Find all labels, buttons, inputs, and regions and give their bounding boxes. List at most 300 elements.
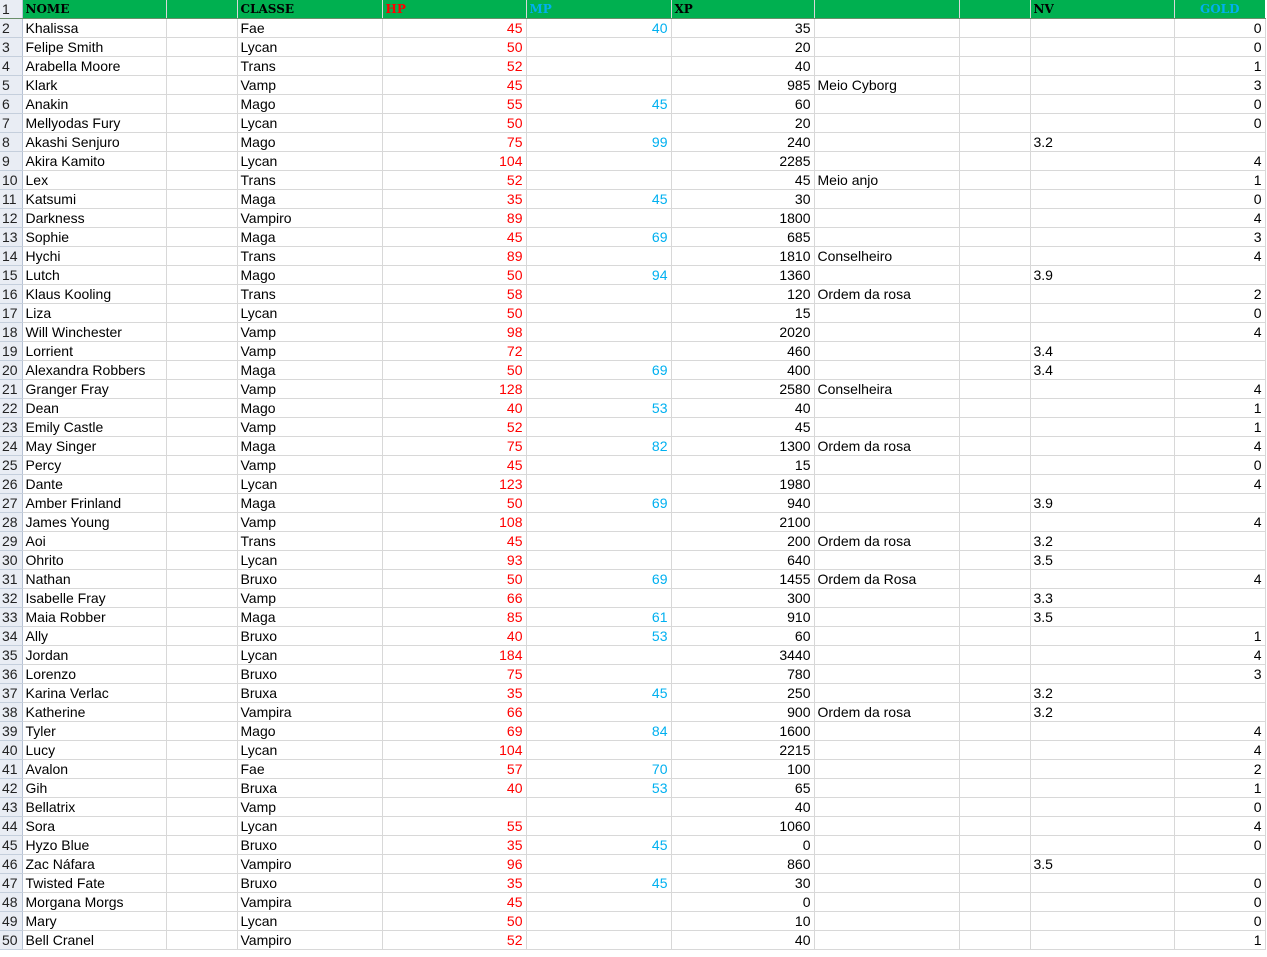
cell-classe[interactable]: Bruxa — [237, 779, 382, 798]
cell-hp[interactable]: 50 — [382, 570, 526, 589]
cell-nome[interactable]: Isabelle Fray — [22, 589, 166, 608]
cell-nv-left[interactable] — [1030, 627, 1174, 646]
cell-extra[interactable] — [814, 589, 959, 608]
row-number[interactable]: 28 — [0, 513, 22, 532]
cell-hp[interactable]: 50 — [382, 361, 526, 380]
cell-mp[interactable] — [526, 152, 671, 171]
cell-empty[interactable] — [166, 57, 237, 76]
cell-nome[interactable]: Klark — [22, 76, 166, 95]
cell-nv-left[interactable]: 3.3 — [1030, 589, 1174, 608]
row-number[interactable]: 36 — [0, 665, 22, 684]
cell-empty[interactable] — [959, 475, 1030, 494]
cell-empty[interactable] — [166, 437, 237, 456]
cell-hp[interactable]: 50 — [382, 304, 526, 323]
cell-classe[interactable]: Maga — [237, 437, 382, 456]
cell-nome[interactable]: Maia Robber — [22, 608, 166, 627]
cell-hp[interactable]: 58 — [382, 285, 526, 304]
cell-mp[interactable] — [526, 741, 671, 760]
cell-extra[interactable] — [814, 931, 959, 950]
cell-classe[interactable]: Bruxo — [237, 570, 382, 589]
cell-xp[interactable]: 40 — [671, 57, 814, 76]
row-number[interactable]: 50 — [0, 931, 22, 950]
cell-nome[interactable]: Alexandra Robbers — [22, 361, 166, 380]
cell-mp[interactable] — [526, 589, 671, 608]
row-number[interactable]: 21 — [0, 380, 22, 399]
cell-empty[interactable] — [959, 342, 1030, 361]
row-number[interactable]: 7 — [0, 114, 22, 133]
cell-classe[interactable]: Lycan — [237, 741, 382, 760]
cell-xp[interactable]: 1060 — [671, 817, 814, 836]
row-number[interactable]: 9 — [0, 152, 22, 171]
cell-nv-right[interactable]: 1 — [1174, 779, 1265, 798]
row-number[interactable]: 47 — [0, 874, 22, 893]
cell-xp[interactable]: 300 — [671, 589, 814, 608]
cell-empty[interactable] — [959, 209, 1030, 228]
cell-empty[interactable] — [166, 342, 237, 361]
cell-nome[interactable]: Arabella Moore — [22, 57, 166, 76]
cell-extra[interactable]: Ordem da rosa — [814, 532, 959, 551]
cell-nv-left[interactable] — [1030, 57, 1174, 76]
cell-hp[interactable]: 52 — [382, 418, 526, 437]
cell-empty[interactable] — [959, 684, 1030, 703]
cell-nv-right[interactable]: 0 — [1174, 912, 1265, 931]
cell-empty[interactable] — [959, 798, 1030, 817]
row-number[interactable]: 46 — [0, 855, 22, 874]
cell-classe[interactable]: Trans — [237, 57, 382, 76]
cell-nv-left[interactable] — [1030, 646, 1174, 665]
cell-empty[interactable] — [166, 874, 237, 893]
cell-mp[interactable]: 84 — [526, 722, 671, 741]
cell-nv-left[interactable] — [1030, 931, 1174, 950]
cell-empty[interactable] — [166, 361, 237, 380]
cell-mp[interactable] — [526, 247, 671, 266]
cell-empty[interactable] — [166, 76, 237, 95]
cell-hp[interactable]: 75 — [382, 665, 526, 684]
cell-nv-right[interactable]: 1 — [1174, 418, 1265, 437]
cell-empty[interactable] — [959, 418, 1030, 437]
cell-classe[interactable]: Vamp — [237, 323, 382, 342]
cell-nome[interactable]: Felipe Smith — [22, 38, 166, 57]
cell-nome[interactable]: Zac Náfara — [22, 855, 166, 874]
cell-nv-right[interactable]: 0 — [1174, 893, 1265, 912]
cell-mp[interactable] — [526, 380, 671, 399]
cell-classe[interactable]: Vamp — [237, 380, 382, 399]
cell-nv-left[interactable] — [1030, 171, 1174, 190]
cell-extra[interactable]: Meio anjo — [814, 171, 959, 190]
cell-nome[interactable]: Khalissa — [22, 19, 166, 38]
cell-mp[interactable] — [526, 513, 671, 532]
cell-xp[interactable]: 120 — [671, 285, 814, 304]
cell-nv-left[interactable] — [1030, 912, 1174, 931]
cell-hp[interactable]: 50 — [382, 114, 526, 133]
cell-nv-right[interactable] — [1174, 133, 1265, 152]
cell-mp[interactable]: 45 — [526, 190, 671, 209]
cell-xp[interactable]: 40 — [671, 399, 814, 418]
cell-nv-right[interactable]: 4 — [1174, 152, 1265, 171]
cell-hp[interactable]: 96 — [382, 855, 526, 874]
cell-classe[interactable]: Lycan — [237, 38, 382, 57]
cell-classe[interactable]: Fae — [237, 19, 382, 38]
cell-empty[interactable] — [166, 285, 237, 304]
cell-classe[interactable]: Vamp — [237, 418, 382, 437]
cell-empty[interactable] — [959, 437, 1030, 456]
row-number[interactable]: 44 — [0, 817, 22, 836]
cell-mp[interactable] — [526, 171, 671, 190]
row-number[interactable]: 29 — [0, 532, 22, 551]
cell-extra[interactable] — [814, 152, 959, 171]
cell-extra[interactable] — [814, 608, 959, 627]
cell-hp[interactable]: 72 — [382, 342, 526, 361]
cell-nv-left[interactable] — [1030, 513, 1174, 532]
cell-classe[interactable]: Trans — [237, 171, 382, 190]
cell-xp[interactable]: 0 — [671, 836, 814, 855]
cell-empty[interactable] — [166, 456, 237, 475]
cell-nv-right[interactable]: 4 — [1174, 513, 1265, 532]
cell-empty[interactable] — [166, 570, 237, 589]
cell-classe[interactable]: Lycan — [237, 817, 382, 836]
cell-mp[interactable]: 61 — [526, 608, 671, 627]
row-number[interactable]: 13 — [0, 228, 22, 247]
cell-hp[interactable]: 184 — [382, 646, 526, 665]
cell-hp[interactable]: 104 — [382, 741, 526, 760]
cell-nv-right[interactable]: 2 — [1174, 285, 1265, 304]
cell-extra[interactable] — [814, 551, 959, 570]
cell-empty[interactable] — [166, 266, 237, 285]
cell-empty[interactable] — [959, 456, 1030, 475]
cell-nome[interactable]: James Young — [22, 513, 166, 532]
cell-xp[interactable]: 1300 — [671, 437, 814, 456]
cell-hp[interactable]: 40 — [382, 399, 526, 418]
cell-xp[interactable]: 2100 — [671, 513, 814, 532]
cell-extra[interactable] — [814, 627, 959, 646]
cell-empty[interactable] — [166, 722, 237, 741]
cell-empty[interactable] — [166, 190, 237, 209]
cell-classe[interactable]: Vampiro — [237, 209, 382, 228]
cell-classe[interactable]: Vamp — [237, 342, 382, 361]
cell-nome[interactable]: May Singer — [22, 437, 166, 456]
cell-nv-left[interactable] — [1030, 247, 1174, 266]
cell-xp[interactable]: 1980 — [671, 475, 814, 494]
cell-empty[interactable] — [959, 608, 1030, 627]
cell-xp[interactable]: 40 — [671, 931, 814, 950]
cell-hp[interactable]: 40 — [382, 627, 526, 646]
row-number[interactable]: 17 — [0, 304, 22, 323]
cell-xp[interactable]: 30 — [671, 874, 814, 893]
cell-nv-left[interactable] — [1030, 437, 1174, 456]
cell-mp[interactable]: 99 — [526, 133, 671, 152]
cell-hp[interactable]: 69 — [382, 722, 526, 741]
cell-empty[interactable] — [166, 741, 237, 760]
cell-empty[interactable] — [959, 133, 1030, 152]
row-number[interactable]: 5 — [0, 76, 22, 95]
cell-nv-left[interactable] — [1030, 304, 1174, 323]
cell-nv-left[interactable]: 3.5 — [1030, 551, 1174, 570]
cell-nv-right[interactable]: 4 — [1174, 247, 1265, 266]
row-number[interactable]: 23 — [0, 418, 22, 437]
cell-extra[interactable] — [814, 855, 959, 874]
cell-hp[interactable]: 45 — [382, 228, 526, 247]
cell-mp[interactable]: 69 — [526, 361, 671, 380]
cell-nv-left[interactable] — [1030, 722, 1174, 741]
cell-nv-right[interactable] — [1174, 266, 1265, 285]
cell-nv-right[interactable]: 4 — [1174, 646, 1265, 665]
cell-extra[interactable] — [814, 684, 959, 703]
cell-nv-left[interactable] — [1030, 95, 1174, 114]
cell-xp[interactable]: 40 — [671, 798, 814, 817]
cell-nv-right[interactable]: 0 — [1174, 19, 1265, 38]
row-number[interactable]: 45 — [0, 836, 22, 855]
cell-hp[interactable]: 45 — [382, 19, 526, 38]
cell-nv-right[interactable]: 2 — [1174, 760, 1265, 779]
cell-extra[interactable]: Ordem da rosa — [814, 703, 959, 722]
row-number[interactable]: 26 — [0, 475, 22, 494]
cell-classe[interactable]: Mago — [237, 133, 382, 152]
cell-hp[interactable]: 123 — [382, 475, 526, 494]
cell-classe[interactable]: Mago — [237, 722, 382, 741]
row-number[interactable]: 19 — [0, 342, 22, 361]
cell-nv-left[interactable] — [1030, 779, 1174, 798]
cell-hp[interactable]: 98 — [382, 323, 526, 342]
cell-empty[interactable] — [166, 779, 237, 798]
cell-empty[interactable] — [166, 931, 237, 950]
cell-nome[interactable]: Hychi — [22, 247, 166, 266]
row-number[interactable]: 8 — [0, 133, 22, 152]
cell-empty[interactable] — [166, 95, 237, 114]
cell-hp[interactable] — [382, 798, 526, 817]
cell-xp[interactable]: 2285 — [671, 152, 814, 171]
cell-empty[interactable] — [166, 646, 237, 665]
cell-hp[interactable]: 50 — [382, 912, 526, 931]
cell-empty[interactable] — [166, 684, 237, 703]
cell-nv-right[interactable]: 1 — [1174, 171, 1265, 190]
row-number[interactable]: 4 — [0, 57, 22, 76]
cell-empty[interactable] — [166, 760, 237, 779]
cell-empty[interactable] — [959, 513, 1030, 532]
cell-mp[interactable]: 69 — [526, 228, 671, 247]
cell-extra[interactable] — [814, 475, 959, 494]
cell-xp[interactable]: 0 — [671, 893, 814, 912]
row-number[interactable]: 10 — [0, 171, 22, 190]
cell-extra[interactable] — [814, 228, 959, 247]
cell-classe[interactable]: Vampira — [237, 703, 382, 722]
cell-nv-left[interactable] — [1030, 19, 1174, 38]
row-number[interactable]: 37 — [0, 684, 22, 703]
cell-xp[interactable]: 60 — [671, 627, 814, 646]
cell-hp[interactable]: 89 — [382, 247, 526, 266]
cell-nv-right[interactable] — [1174, 551, 1265, 570]
cell-mp[interactable]: 40 — [526, 19, 671, 38]
row-number[interactable]: 14 — [0, 247, 22, 266]
cell-empty[interactable] — [959, 57, 1030, 76]
cell-extra[interactable]: Ordem da Rosa — [814, 570, 959, 589]
header-classe[interactable]: CLASSE — [237, 0, 382, 19]
cell-mp[interactable]: 45 — [526, 836, 671, 855]
cell-hp[interactable]: 85 — [382, 608, 526, 627]
cell-nv-right[interactable] — [1174, 703, 1265, 722]
cell-nome[interactable]: Katsumi — [22, 190, 166, 209]
cell-nv-right[interactable] — [1174, 589, 1265, 608]
cell-empty[interactable] — [166, 133, 237, 152]
cell-extra[interactable]: Conselheira — [814, 380, 959, 399]
cell-nv-right[interactable]: 4 — [1174, 323, 1265, 342]
cell-hp[interactable]: 50 — [382, 266, 526, 285]
cell-mp[interactable]: 94 — [526, 266, 671, 285]
row-number[interactable]: 3 — [0, 38, 22, 57]
cell-classe[interactable]: Maga — [237, 361, 382, 380]
cell-extra[interactable] — [814, 722, 959, 741]
cell-classe[interactable]: Vamp — [237, 76, 382, 95]
cell-extra[interactable]: Meio Cyborg — [814, 76, 959, 95]
cell-hp[interactable]: 52 — [382, 57, 526, 76]
cell-hp[interactable]: 108 — [382, 513, 526, 532]
cell-classe[interactable]: Vampiro — [237, 931, 382, 950]
cell-empty[interactable] — [959, 646, 1030, 665]
cell-empty[interactable] — [959, 38, 1030, 57]
cell-hp[interactable]: 89 — [382, 209, 526, 228]
cell-nv-right[interactable] — [1174, 608, 1265, 627]
cell-nv-right[interactable]: 4 — [1174, 570, 1265, 589]
cell-extra[interactable] — [814, 494, 959, 513]
cell-empty[interactable] — [959, 304, 1030, 323]
cell-nv-left[interactable]: 3.9 — [1030, 494, 1174, 513]
cell-mp[interactable]: 82 — [526, 437, 671, 456]
cell-empty[interactable] — [166, 114, 237, 133]
cell-empty[interactable] — [166, 836, 237, 855]
row-number[interactable]: 38 — [0, 703, 22, 722]
cell-empty[interactable] — [166, 38, 237, 57]
cell-nome[interactable]: Mary — [22, 912, 166, 931]
cell-nome[interactable]: Nathan — [22, 570, 166, 589]
row-number[interactable]: 31 — [0, 570, 22, 589]
cell-empty[interactable] — [166, 798, 237, 817]
cell-empty[interactable] — [166, 399, 237, 418]
cell-empty[interactable] — [166, 494, 237, 513]
cell-empty[interactable] — [959, 247, 1030, 266]
cell-hp[interactable]: 35 — [382, 190, 526, 209]
cell-nv-right[interactable] — [1174, 855, 1265, 874]
cell-classe[interactable]: Lycan — [237, 475, 382, 494]
cell-nome[interactable]: Lucy — [22, 741, 166, 760]
cell-extra[interactable] — [814, 323, 959, 342]
row-number[interactable]: 25 — [0, 456, 22, 475]
cell-nv-right[interactable]: 1 — [1174, 627, 1265, 646]
cell-nv-right[interactable]: 4 — [1174, 437, 1265, 456]
row-number[interactable]: 20 — [0, 361, 22, 380]
cell-empty[interactable] — [166, 893, 237, 912]
cell-nome[interactable]: Percy — [22, 456, 166, 475]
cell-xp[interactable]: 2020 — [671, 323, 814, 342]
cell-mp[interactable] — [526, 418, 671, 437]
cell-nv-left[interactable] — [1030, 114, 1174, 133]
cell-xp[interactable]: 400 — [671, 361, 814, 380]
cell-classe[interactable]: Mago — [237, 266, 382, 285]
cell-empty[interactable] — [166, 171, 237, 190]
cell-empty[interactable] — [166, 380, 237, 399]
row-number[interactable]: 2 — [0, 19, 22, 38]
cell-xp[interactable]: 250 — [671, 684, 814, 703]
cell-empty[interactable] — [959, 836, 1030, 855]
cell-nv-left[interactable]: 3.9 — [1030, 266, 1174, 285]
cell-empty[interactable] — [959, 570, 1030, 589]
cell-empty[interactable] — [959, 532, 1030, 551]
cell-xp[interactable]: 1810 — [671, 247, 814, 266]
cell-extra[interactable] — [814, 95, 959, 114]
cell-empty[interactable] — [166, 551, 237, 570]
cell-empty[interactable] — [166, 608, 237, 627]
cell-empty[interactable] — [166, 589, 237, 608]
cell-xp[interactable]: 1455 — [671, 570, 814, 589]
cell-hp[interactable]: 66 — [382, 703, 526, 722]
cell-xp[interactable]: 860 — [671, 855, 814, 874]
cell-nome[interactable]: Ally — [22, 627, 166, 646]
cell-nome[interactable]: Darkness — [22, 209, 166, 228]
cell-nv-right[interactable]: 3 — [1174, 665, 1265, 684]
cell-nome[interactable]: Aoi — [22, 532, 166, 551]
cell-empty[interactable] — [959, 266, 1030, 285]
cell-classe[interactable]: Lycan — [237, 114, 382, 133]
cell-xp[interactable]: 2215 — [671, 741, 814, 760]
row-number[interactable]: 12 — [0, 209, 22, 228]
cell-empty[interactable] — [166, 418, 237, 437]
cell-xp[interactable]: 640 — [671, 551, 814, 570]
cell-classe[interactable]: Trans — [237, 247, 382, 266]
cell-hp[interactable]: 57 — [382, 760, 526, 779]
cell-xp[interactable]: 30 — [671, 190, 814, 209]
cell-nv-left[interactable] — [1030, 817, 1174, 836]
cell-mp[interactable] — [526, 532, 671, 551]
cell-xp[interactable]: 3440 — [671, 646, 814, 665]
cell-hp[interactable]: 45 — [382, 456, 526, 475]
cell-empty[interactable] — [166, 513, 237, 532]
cell-nv-right[interactable] — [1174, 532, 1265, 551]
cell-empty[interactable] — [959, 380, 1030, 399]
cell-xp[interactable]: 1800 — [671, 209, 814, 228]
cell-empty[interactable] — [959, 665, 1030, 684]
cell-nv-left[interactable]: 3.4 — [1030, 361, 1174, 380]
cell-hp[interactable]: 35 — [382, 836, 526, 855]
cell-extra[interactable] — [814, 133, 959, 152]
row-number[interactable]: 41 — [0, 760, 22, 779]
cell-nome[interactable]: Amber Frinland — [22, 494, 166, 513]
cell-empty[interactable] — [959, 285, 1030, 304]
cell-mp[interactable] — [526, 209, 671, 228]
cell-hp[interactable]: 50 — [382, 494, 526, 513]
cell-classe[interactable]: Lycan — [237, 304, 382, 323]
cell-empty[interactable] — [959, 76, 1030, 95]
cell-classe[interactable]: Maga — [237, 608, 382, 627]
cell-nv-right[interactable]: 4 — [1174, 209, 1265, 228]
cell-nv-left[interactable] — [1030, 399, 1174, 418]
cell-mp[interactable] — [526, 646, 671, 665]
cell-extra[interactable] — [814, 912, 959, 931]
cell-empty[interactable] — [959, 760, 1030, 779]
cell-xp[interactable]: 100 — [671, 760, 814, 779]
cell-hp[interactable]: 93 — [382, 551, 526, 570]
cell-extra[interactable] — [814, 665, 959, 684]
cell-classe[interactable]: Lycan — [237, 646, 382, 665]
cell-mp[interactable] — [526, 475, 671, 494]
cell-extra[interactable] — [814, 38, 959, 57]
cell-nome[interactable]: Jordan — [22, 646, 166, 665]
cell-extra[interactable] — [814, 418, 959, 437]
cell-classe[interactable]: Fae — [237, 760, 382, 779]
row-number[interactable]: 27 — [0, 494, 22, 513]
cell-empty[interactable] — [959, 114, 1030, 133]
cell-mp[interactable] — [526, 114, 671, 133]
cell-hp[interactable]: 35 — [382, 874, 526, 893]
cell-mp[interactable] — [526, 931, 671, 950]
cell-extra[interactable] — [814, 456, 959, 475]
